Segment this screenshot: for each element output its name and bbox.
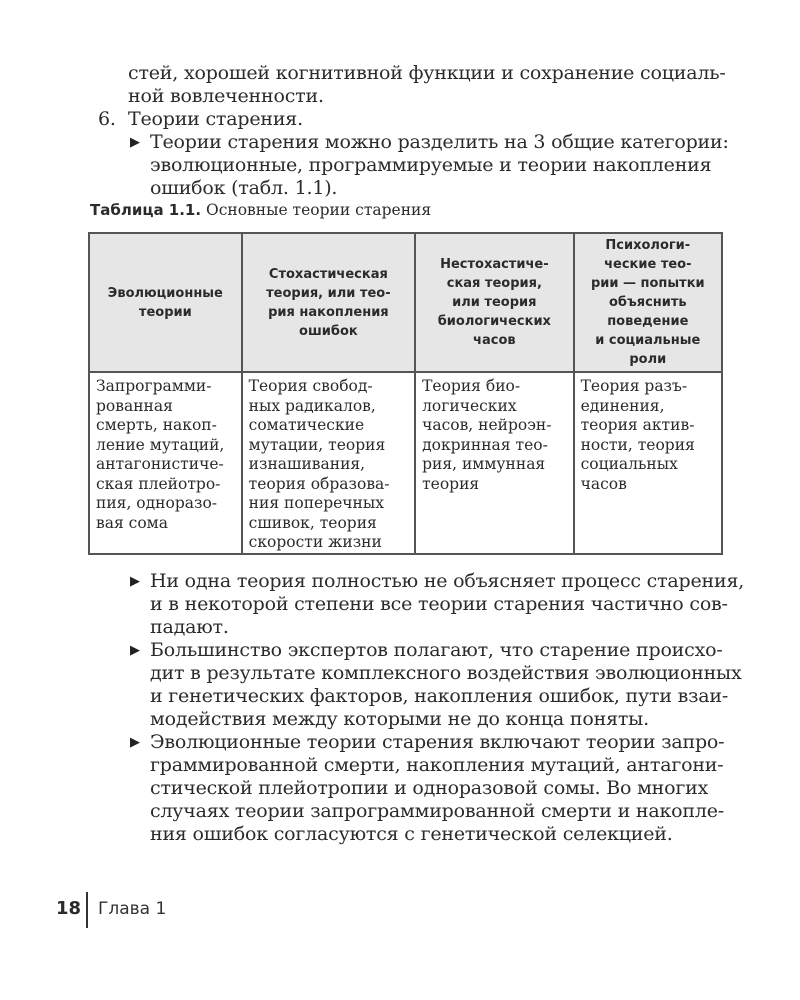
bullet-text-line: модействия между которыми не до конца поняты. xyxy=(150,708,649,730)
table-caption-text: Основные теории старения xyxy=(206,201,432,219)
table-cell-line: мутации, теория xyxy=(248,435,386,454)
footer-divider xyxy=(86,892,88,928)
table-cell-line: соматические xyxy=(248,416,365,434)
table-cell-line: социальных xyxy=(580,455,678,473)
table-cell-line: часов xyxy=(580,474,627,493)
header-cell-line: Психологи- xyxy=(605,238,691,253)
bullet-text-line: Большинство экспертов полагают, что старение происхо- xyxy=(150,639,723,661)
table-cell-line: рованная xyxy=(96,396,173,415)
table-cell-line: рия, иммунная xyxy=(422,455,546,473)
table-cell-line: ская плейотро- xyxy=(96,474,221,493)
body-text-line: стей, хорошей когнитивной функции и сохранение социаль- xyxy=(128,62,726,84)
header-cell-line: Эволюционные xyxy=(107,285,223,301)
header-cell-line: теории xyxy=(138,304,192,320)
bullet-text-line: Эволюционные теории старения включают теории запро- xyxy=(150,731,725,753)
header-cell-line: биологических xyxy=(437,314,551,329)
triangle-right-icon: ▶ xyxy=(130,574,140,589)
table-cell-line: Теория свобод- xyxy=(248,377,373,395)
theories-table xyxy=(88,232,723,555)
header-cell-line: часов xyxy=(473,333,516,348)
header-cell-line: рия накопления xyxy=(268,304,389,320)
bullet-text-line: эволюционные, программируемые и теории накопления xyxy=(150,154,712,176)
table-cell-line: сшивок, теория xyxy=(248,513,377,532)
table-cell-line: часов, нейроэн- xyxy=(422,416,552,434)
chapter-label: Глава 1 xyxy=(98,899,167,919)
table-cell-line: антагонистиче- xyxy=(96,455,224,473)
table-cell-line: Теория био- xyxy=(422,377,521,395)
table-cell-line: теория актив- xyxy=(580,416,695,434)
table-cell-line: вая сома xyxy=(96,513,168,532)
table-caption xyxy=(90,201,431,219)
bullet-text-line: падают. xyxy=(150,616,229,638)
table-cell-line: Теория разъ- xyxy=(580,377,688,395)
header-cell-line: теория, или тео- xyxy=(266,285,391,301)
section-heading: Теории старения. xyxy=(128,108,303,130)
header-cell-line: объяснить xyxy=(608,295,687,310)
table-cell-line: ление мутаций, xyxy=(96,435,225,454)
table-cell xyxy=(574,372,722,554)
header-cell-line: рии — попытки xyxy=(590,276,705,291)
table-cell-line: теория xyxy=(422,474,480,493)
body-text-line: ной вовлеченности. xyxy=(128,85,324,107)
table-cell-line: докринная тео- xyxy=(422,435,548,454)
header-cell xyxy=(89,233,242,372)
table-cell-line: ности, теория xyxy=(580,435,695,454)
table-caption-label: Таблица 1.1. xyxy=(90,201,202,219)
bullet-text-line: Ни одна теория полностью не объясняет процесс старения, xyxy=(150,570,745,592)
table-cell-line: теория образова- xyxy=(248,474,390,493)
header-cell-line: ческие тео- xyxy=(604,257,692,272)
bullet-text-line: граммированной смерти, накопления мутаций, антагони- xyxy=(150,754,724,776)
header-cell xyxy=(574,233,722,372)
table-cell-line: скорости жизни xyxy=(248,533,382,551)
header-cell-line: и социальные xyxy=(595,333,701,348)
table-cell-line: ния поперечных xyxy=(248,494,384,512)
table-row xyxy=(89,372,722,554)
header-cell-line: Нестохастиче- xyxy=(440,257,549,272)
table-cell-line: смерть, накоп- xyxy=(96,416,217,434)
page-number: 18 xyxy=(56,898,82,919)
table-cell-line: ных радикалов, xyxy=(248,396,376,415)
header-cell-line: ошибок xyxy=(299,323,358,339)
bullet-text-line: и в некоторой степени все теории старения частично сов- xyxy=(150,593,728,615)
bullet-text-line: ошибок (табл. 1.1). xyxy=(150,177,338,199)
header-cell-line: Стохастическая xyxy=(268,266,388,282)
table-cell-line: логических xyxy=(422,396,517,415)
triangle-right-icon: ▶ xyxy=(130,643,140,658)
header-cell-line: или теория xyxy=(452,295,537,310)
table-cell-line: изнашивания, xyxy=(248,455,366,473)
bullet-text-line: и генетических факторов, накопления ошибок, пути взаи- xyxy=(150,685,729,707)
header-cell-line: ская теория, xyxy=(446,276,542,291)
header-cell xyxy=(415,233,574,372)
triangle-right-icon: ▶ xyxy=(130,135,140,150)
table-cell xyxy=(242,372,415,554)
list-number: 6. xyxy=(98,108,116,130)
header-cell xyxy=(242,233,415,372)
header-cell-line: поведение xyxy=(607,314,689,329)
bullet-text-line: ния ошибок согласуются с генетической селекцией. xyxy=(150,823,673,845)
table-header-row xyxy=(89,233,722,372)
table-cell-line: Запрограмми- xyxy=(96,377,212,395)
table-cell xyxy=(415,372,574,554)
bullet-text-line: случаях теории запрограммированной смерти и накопле- xyxy=(150,800,725,822)
bullet-text-line: Теории старения можно разделить на 3 общие категории: xyxy=(150,131,729,153)
table-cell-line: пия, одноразо- xyxy=(96,494,218,512)
table-cell xyxy=(89,372,242,554)
header-cell-line: роли xyxy=(629,352,667,367)
bullet-text-line: стической плейотропии и одноразовой сомы. Во многих xyxy=(150,777,709,799)
triangle-right-icon: ▶ xyxy=(130,735,140,750)
bullet-text-line: дит в результате комплексного воздействия эволюционных xyxy=(150,662,742,684)
table-cell-line: единения, xyxy=(580,396,665,415)
